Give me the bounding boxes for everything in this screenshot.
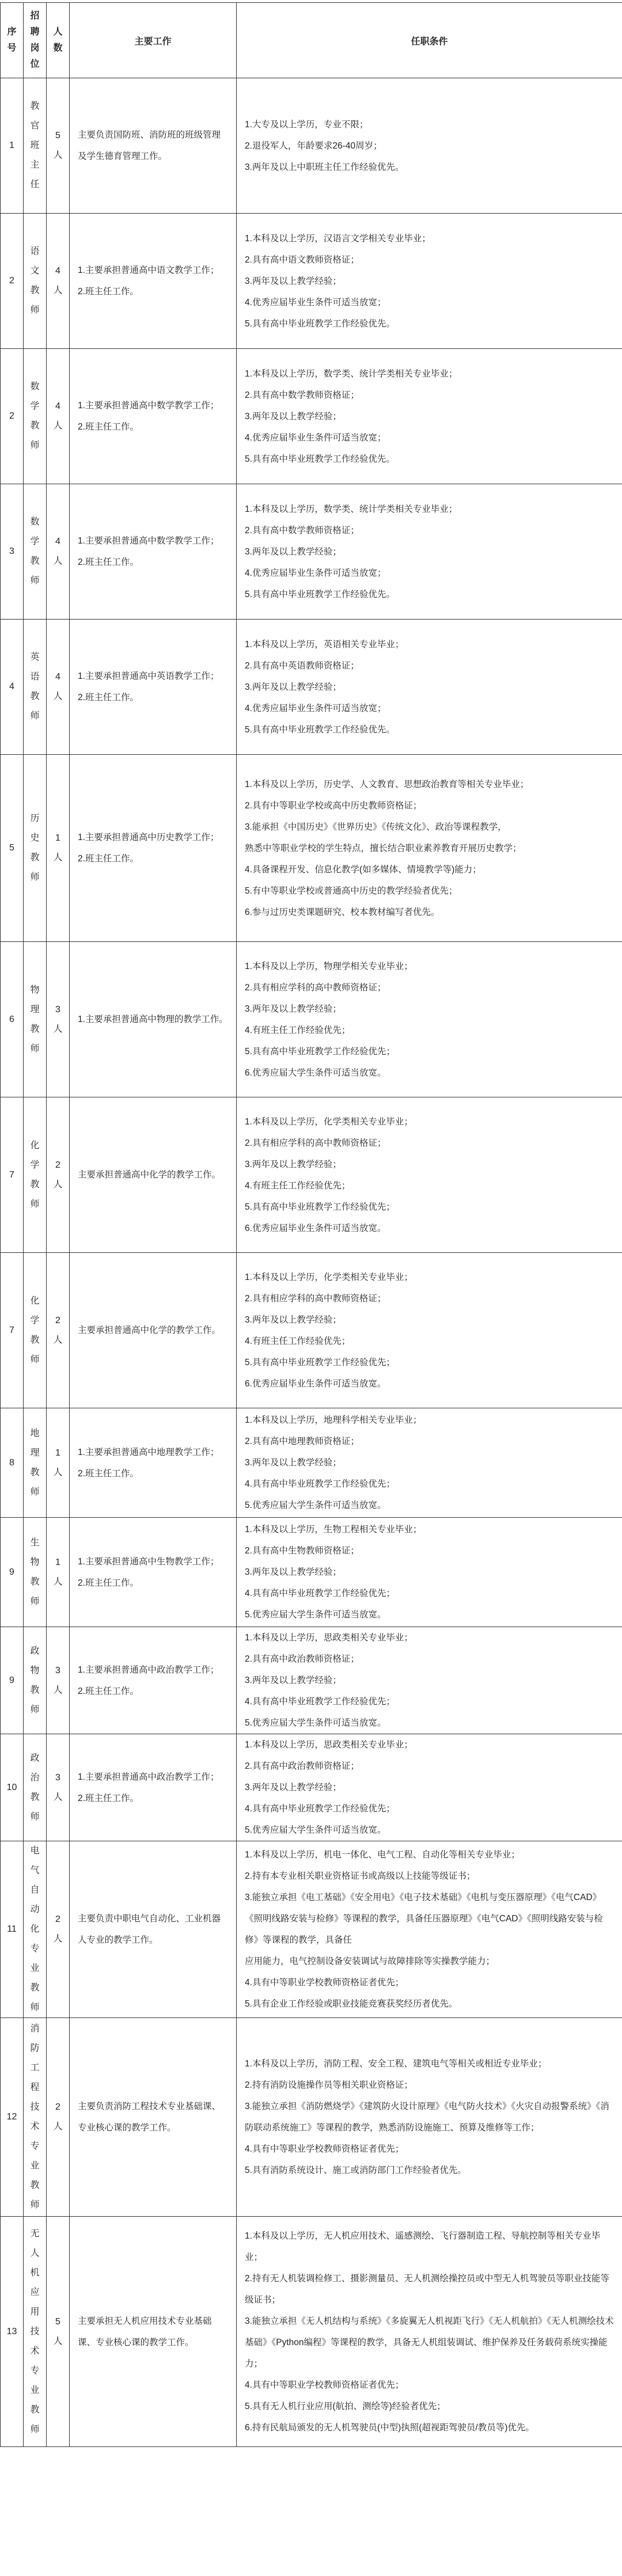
cell-duty — [70, 1627, 237, 1734]
cell-qual-line: 3.两年及以上教学经验； — [245, 411, 342, 421]
cell-seq — [1, 1734, 24, 1841]
cell-num — [47, 1841, 70, 2018]
table-row — [1, 1734, 622, 1841]
cell-qual-line: 1.本科及以上学历，消防工程、安全工程、建筑电气等相关或相近专业毕业； — [245, 2059, 547, 2069]
cell-qual — [237, 1518, 622, 1627]
cell-qual-line: 2.持有消防设施操作员等相关职业资格证； — [245, 2080, 413, 2090]
cell-qual-line: 2.具有高中数学教师资格证； — [245, 525, 359, 535]
cell-qual-line: 2.具有相应学科的高中教师资格证； — [245, 1138, 386, 1148]
cell-duty-line: 2.班主任工作。 — [78, 287, 139, 297]
cell-qual-line: 5.具有高中毕业班教学工作经验优先。 — [245, 589, 395, 599]
cell-qual — [237, 1734, 622, 1841]
cell-qual-line: 5.具有高中毕业班教学工作经验优先； — [245, 1357, 395, 1367]
cell-duty-line: 2.班主任工作。 — [78, 693, 139, 702]
cell-duty-line: 主要负责中职电气自动化、工业机器人专业的教学工作。 — [78, 1914, 221, 1945]
cell-qual-line: 5.具有无人机行业应用(航拍、测绘等)经验者优先； — [245, 2401, 446, 2411]
cell-seq — [1, 1518, 24, 1627]
cell-qual-line: 3.能承担《中国历史》《世界历史》《传统文化》、政治等课程教学， — [245, 822, 507, 832]
cell-qual-line: 5.有中等职业学校或普通高中历史的教学经验者优先； — [245, 886, 458, 896]
cell-qual-line: 5.具有高中毕业班教学工作经验优先； — [245, 1046, 395, 1057]
cell-duty-line: 2.班主任工作。 — [78, 854, 139, 864]
cell-duty — [70, 1734, 237, 1841]
cell-seq — [1, 755, 24, 942]
cell-seq — [1, 214, 24, 349]
cell-num — [47, 214, 70, 349]
cell-qual-line: 2.具有高中数学教师资格证； — [245, 390, 359, 400]
cell-duty — [70, 2018, 237, 2217]
cell-num-text: 3人 — [53, 1665, 63, 1695]
cell-qual — [237, 620, 622, 755]
cell-post-text: 教官班主任 — [30, 101, 40, 189]
cell-duty-line: 1.主要承担普通高中地理教学工作； — [78, 1447, 219, 1457]
cell-post-text: 电气自动化专业教师 — [30, 1846, 40, 2012]
cell-seq — [1, 1253, 24, 1408]
cell-num-text: 4人 — [53, 266, 63, 295]
cell-post-text: 语文教师 — [30, 246, 40, 315]
cell-seq — [1, 2217, 24, 2447]
table-row — [1, 755, 622, 942]
cell-seq — [1, 942, 24, 1097]
cell-seq-text: 5 — [9, 843, 14, 853]
cell-qual-line: 3.两年及以上教学经验； — [245, 1159, 342, 1169]
cell-duty-line: 2.班主任工作。 — [78, 422, 139, 432]
cell-duty-line: 2.班主任工作。 — [78, 1468, 139, 1479]
cell-qual — [237, 2018, 622, 2217]
cell-qual-line: 4.具有高中毕业班教学工作经验优先； — [245, 1804, 395, 1814]
cell-seq-text: 3 — [9, 546, 14, 556]
cell-qual-line: 5.具有高中毕业班教学工作经验优先。 — [245, 454, 395, 464]
cell-qual-line: 1.本科及以上学历，英语相关专业毕业； — [245, 639, 404, 649]
cell-seq-text: 6 — [9, 1014, 14, 1024]
cell-num — [47, 620, 70, 755]
cell-num — [47, 2217, 70, 2447]
cell-qual-line: 应用能力，电气控制设备安装调试与故障排除等实操教学能力； — [245, 1956, 495, 1966]
header-post: 招聘岗位 — [24, 3, 47, 78]
table-row — [1, 1518, 622, 1627]
cell-qual-line: 6.优秀应届大学生条件可适当放宽。 — [245, 1067, 386, 1078]
cell-num — [47, 755, 70, 942]
cell-duty-line: 1.主要承担普通高中英语教学工作； — [78, 671, 219, 681]
cell-seq-text: 11 — [7, 1924, 17, 1934]
cell-qual-line: 4.有班主任工作经验优先； — [245, 1180, 351, 1191]
cell-seq-text: 7 — [9, 1169, 14, 1180]
cell-post-text: 数学教师 — [30, 517, 40, 586]
cell-duty-line: 1.主要承担普通高中数学教学工作； — [78, 536, 219, 546]
cell-qual-line: 3.两年及以上教学经验； — [245, 546, 342, 557]
cell-qual-line: 4.具有中等职业学校教师资格证者优先； — [245, 2144, 404, 2154]
cell-seq — [1, 1408, 24, 1518]
cell-qual-line: 4.优秀应届毕业生条件可适当放宽； — [245, 432, 386, 443]
cell-qual-line: 3.两年及以上教学经验； — [245, 682, 342, 692]
cell-qual-line: 2.具有高中语文教师资格证； — [245, 254, 359, 265]
cell-num-text: 5人 — [53, 131, 63, 160]
cell-num-text: 2人 — [53, 1160, 63, 1190]
cell-qual-line: 2.具有高中地理教师资格证； — [245, 1437, 359, 1446]
cell-post — [24, 349, 47, 484]
cell-duty — [70, 484, 237, 620]
table-row — [1, 1253, 622, 1408]
cell-post-text: 政物教师 — [30, 1646, 40, 1715]
cell-qual-line: 1.本科及以上学历，机电一体化、电气工程、自动化等相关专业毕业； — [245, 1850, 520, 1860]
cell-num-text: 3人 — [53, 1772, 63, 1802]
cell-qual-line: 3.两年及以上教学经验； — [245, 1314, 342, 1325]
cell-qual-line: 4.具有高中毕业班教学工作经验优先； — [245, 1589, 395, 1598]
cell-qual-line: 5.具有企业工作经验或职业技能竞赛获奖经历者优先。 — [245, 1999, 458, 2009]
table-row — [1, 1408, 622, 1518]
cell-num — [47, 349, 70, 484]
cell-qual-line: 4.具有中等职业学校教师资格证者优先； — [245, 2380, 404, 2390]
cell-duty-line: 2.班主任工作。 — [78, 1793, 139, 1803]
cell-qual — [237, 214, 622, 349]
cell-qual-line: 2.具有相应学科的高中教师资格证； — [245, 982, 386, 993]
cell-qual-line: 4.有班主任工作经验优先； — [245, 1025, 351, 1035]
cell-num-text: 2人 — [53, 2102, 63, 2132]
cell-duty — [70, 1518, 237, 1627]
cell-duty — [70, 214, 237, 349]
cell-num — [47, 484, 70, 620]
table-row — [1, 1841, 622, 2018]
cell-duty-line: 1.主要承担普通高中政治教学工作； — [78, 1772, 219, 1782]
cell-duty-line: 1.主要承担普通高中数学教学工作； — [78, 401, 219, 411]
cell-qual-line: 5.具有高中毕业班教学工作经验优先； — [245, 1202, 395, 1212]
cell-num-text: 1人 — [53, 833, 63, 863]
cell-qual — [237, 1097, 622, 1253]
cell-qual-line: 2.持有无人机装调检修工、摄影测量员、无人机测绘操控员或中型无人机驾驶员等职业技能等级证书； — [245, 2273, 609, 2305]
cell-seq — [1, 1841, 24, 2018]
cell-qual-line: 1.本科及以上学历，物理学相关专业毕业； — [245, 961, 413, 971]
cell-duty — [70, 349, 237, 484]
cell-qual-line: 1.本科及以上学历，化学类相关专业毕业； — [245, 1116, 413, 1127]
table-row — [1, 78, 622, 214]
cell-num-text: 2人 — [53, 1315, 63, 1345]
cell-duty-line: 2.班主任工作。 — [78, 557, 139, 567]
cell-qual-line: 3.两年及以上教学经验； — [245, 1004, 342, 1014]
cell-post-text: 生物教师 — [30, 1537, 40, 1606]
header-duty: 主要工作 — [70, 3, 237, 78]
cell-num — [47, 1408, 70, 1518]
cell-seq-text: 4 — [9, 682, 14, 692]
cell-num — [47, 1518, 70, 1627]
cell-qual-line: 5.优秀应届大学生条件可适当放宽。 — [245, 1500, 386, 1510]
table-row — [1, 349, 622, 484]
cell-duty — [70, 1408, 237, 1518]
cell-post — [24, 1518, 47, 1627]
cell-qual — [237, 1627, 622, 1734]
cell-duty-line: 主要负责消防工程技术专业基础课、专业核心课的教学工作。 — [78, 2102, 221, 2133]
table-header-row — [1, 3, 622, 78]
cell-qual-line: 5.具有高中毕业班教学工作经验优先。 — [245, 724, 395, 735]
table-row — [1, 2217, 622, 2447]
cell-post-text: 无人机应用技术专业教师 — [30, 2228, 40, 2434]
cell-qual-line: 4.具备课程开发、信息化教学(如多媒体、情境教学等)能力； — [245, 864, 481, 875]
cell-qual-line: 4.具有中等职业学校教师资格证者优先； — [245, 1978, 404, 1988]
cell-duty — [70, 1841, 237, 2018]
cell-num — [47, 1627, 70, 1734]
cell-duty — [70, 755, 237, 942]
cell-qual-line: 1.本科及以上学历，数学类、统计学类相关专业毕业； — [245, 504, 458, 514]
cell-duty — [70, 1253, 237, 1408]
cell-qual-line: 6.优秀应届毕业生条件可适当放宽。 — [245, 1378, 386, 1389]
cell-seq — [1, 78, 24, 214]
cell-num — [47, 1097, 70, 1253]
table-row — [1, 214, 622, 349]
cell-qual-line: 3.能独立承担《无人机结构与系统》《多旋翼无人机视距飞行》《无人机航拍》《无人机测绘技术基础》《Python编程》等课程的教学，具备无人机组装调试、维护保养及任务载荷系统实操能力； — [245, 2316, 614, 2369]
cell-post — [24, 942, 47, 1097]
cell-post — [24, 2018, 47, 2217]
cell-qual-line: 5.具有高中毕业班教学工作经验优先。 — [245, 318, 395, 329]
cell-post — [24, 755, 47, 942]
table-row — [1, 1097, 622, 1253]
cell-qual-line: 3.两年及以上教学经验； — [245, 1675, 342, 1685]
cell-duty-line: 2.班主任工作。 — [78, 1578, 139, 1588]
cell-qual-line: 1.大专及以上学历，专业不限； — [245, 119, 369, 130]
cell-qual-line: 4.优秀应届毕业生条件可适当放宽； — [245, 297, 386, 307]
cell-qual-line: 4.具有高中毕业班教学工作经验优先； — [245, 1479, 395, 1489]
cell-duty — [70, 1097, 237, 1253]
cell-qual — [237, 1408, 622, 1518]
cell-post-text: 消防工程技术专业教师 — [30, 2024, 40, 2210]
cell-post — [24, 1841, 47, 2018]
cell-seq-text: 9 — [9, 1567, 14, 1577]
cell-qual — [237, 755, 622, 942]
table-row — [1, 2018, 622, 2217]
cell-post — [24, 78, 47, 214]
cell-qual-line: 1.本科及以上学历，汉语言文学相关专业毕业； — [245, 233, 431, 244]
cell-qual-line: 2.具有相应学科的高中教师资格证； — [245, 1293, 386, 1304]
cell-duty-line: 1.主要承担普通高中物理的教学工作。 — [78, 1015, 228, 1024]
cell-post — [24, 1253, 47, 1408]
cell-qual-line: 1.本科及以上学历，思政类相关专业毕业； — [245, 1633, 413, 1643]
cell-post — [24, 1097, 47, 1253]
cell-qual — [237, 1841, 622, 2018]
cell-qual — [237, 2217, 622, 2447]
cell-num-text: 4人 — [53, 537, 63, 566]
cell-post-text: 化学教师 — [30, 1140, 40, 1209]
cell-duty — [70, 942, 237, 1097]
cell-qual-line: 4.优秀应届毕业生条件可适当放宽； — [245, 568, 386, 578]
cell-post-text: 数学教师 — [30, 382, 40, 450]
cell-qual-line: 5.优秀应届大学生条件可适当放宽。 — [245, 1718, 386, 1728]
cell-num-text: 1人 — [53, 1447, 63, 1477]
cell-seq — [1, 2018, 24, 2217]
cell-qual-line: 6.参与过历史类课题研究、校本教材编写者优先。 — [245, 907, 440, 917]
header-num: 人数 — [47, 3, 70, 78]
cell-num — [47, 1253, 70, 1408]
cell-post — [24, 1627, 47, 1734]
cell-seq — [1, 1627, 24, 1734]
cell-qual-line: 2.退役军人，年龄要求26-40周岁； — [245, 140, 382, 151]
cell-seq-text: 13 — [6, 2326, 17, 2336]
cell-qual-line: 1.本科及以上学历，化学类相关专业毕业； — [245, 1272, 413, 1282]
cell-seq-text: 12 — [6, 2112, 17, 2122]
cell-post — [24, 1734, 47, 1841]
cell-post-text: 历史教师 — [30, 814, 40, 882]
cell-num — [47, 942, 70, 1097]
cell-post-text: 政治教师 — [30, 1753, 40, 1822]
cell-post — [24, 2217, 47, 2447]
cell-qual-line: 1.本科及以上学历，思政类相关专业毕业； — [245, 1740, 413, 1750]
cell-qual — [237, 484, 622, 620]
cell-num-text: 3人 — [53, 1004, 63, 1034]
cell-qual-line: 3.两年及以上教学经验； — [245, 276, 342, 286]
cell-qual-line: 3.两年及以上中职班主任工作经验优先。 — [245, 162, 404, 172]
cell-qual-line: 3.两年及以上教学经验； — [245, 1783, 342, 1792]
table-row — [1, 1627, 622, 1734]
cell-duty-line: 1.主要承担普通高中生物教学工作； — [78, 1556, 219, 1567]
cell-seq-text: 7 — [9, 1325, 14, 1335]
cell-num — [47, 1734, 70, 1841]
cell-qual-line: 6.优秀应届毕业生条件可适当放宽。 — [245, 1223, 386, 1233]
cell-seq-text: 8 — [9, 1457, 14, 1468]
cell-qual — [237, 349, 622, 484]
cell-duty-line: 主要负责国防班、消防班的班级管理及学生德育管理工作。 — [78, 130, 221, 161]
cell-post-text: 地理教师 — [30, 1428, 40, 1497]
cell-post — [24, 484, 47, 620]
cell-qual-line: 5.优秀应届大学生条件可适当放宽。 — [245, 1610, 386, 1620]
cell-qual-line: 4.具有高中毕业班教学工作经验优先； — [245, 1697, 395, 1707]
cell-qual — [237, 1253, 622, 1408]
cell-post — [24, 1408, 47, 1518]
cell-duty-line: 主要承担普通高中化学的教学工作。 — [78, 1170, 221, 1180]
cell-qual — [237, 78, 622, 214]
cell-post-text: 化学教师 — [30, 1295, 40, 1365]
recruitment-table — [0, 2, 622, 2447]
cell-duty-line: 主要承担普通高中化学的教学工作。 — [78, 1325, 221, 1335]
cell-qual-line: 2.持有本专业相关职业资格证书或高级以上技能等级证书； — [245, 1871, 476, 1881]
cell-num — [47, 2018, 70, 2217]
cell-seq — [1, 349, 24, 484]
cell-qual-line: 4.有班主任工作经验优先； — [245, 1336, 351, 1346]
cell-duty-line: 1.主要承担普通高中语文教学工作； — [78, 265, 219, 275]
cell-seq-text: 1 — [9, 140, 14, 150]
cell-duty — [70, 2217, 237, 2447]
cell-seq-text: 2 — [9, 411, 14, 421]
cell-duty-line: 1.主要承担普通高中政治教学工作； — [78, 1665, 219, 1675]
table-row — [1, 942, 622, 1097]
cell-qual-line: 5.优秀应届大学生条件可适当放宽。 — [245, 1825, 386, 1835]
cell-qual-line: 2.具有高中政治教师资格证； — [245, 1654, 359, 1664]
cell-qual-line: 5.具有消防系统设计、施工或消防部门工作经验者优先。 — [245, 2165, 466, 2175]
header-qual: 任职条件 — [237, 3, 622, 78]
cell-qual-line: 6.持有民航局颁发的无人机驾驶员(中型)执照(超视距驾驶员/教员等)优先。 — [245, 2422, 534, 2433]
header-seq: 序号 — [1, 3, 24, 78]
cell-qual-line: 1.本科及以上学历，无人机应用技术、遥感测绘、飞行器制造工程、导航控制等相关专业毕业； — [245, 2231, 601, 2262]
cell-num-text: 1人 — [53, 1557, 63, 1587]
cell-qual-line: 1.本科及以上学历，地理科学相关专业毕业； — [245, 1415, 422, 1425]
cell-seq — [1, 1097, 24, 1253]
cell-qual-line: 1.本科及以上学历，数学类、统计学类相关专业毕业； — [245, 368, 458, 379]
cell-post — [24, 214, 47, 349]
cell-qual-line: 2.具有高中生物教师资格证； — [245, 1546, 359, 1556]
cell-duty-line: 2.班主任工作。 — [78, 1686, 139, 1696]
cell-num-text: 4人 — [53, 401, 63, 431]
cell-qual-line: 3.两年及以上教学经验； — [245, 1567, 342, 1577]
cell-num-text: 4人 — [53, 672, 63, 701]
cell-qual-line: 2.具有高中政治教师资格证； — [245, 1761, 359, 1771]
cell-seq-text: 9 — [9, 1675, 14, 1685]
cell-num-text: 2人 — [53, 1914, 63, 1944]
table-row — [1, 620, 622, 755]
cell-duty — [70, 620, 237, 755]
cell-num — [47, 78, 70, 214]
cell-post-text: 英语教师 — [30, 652, 40, 721]
cell-duty-line: 1.主要承担普通高中历史教学工作； — [78, 833, 219, 842]
cell-seq — [1, 484, 24, 620]
table-row — [1, 484, 622, 620]
cell-qual-line: 3.两年及以上教学经验； — [245, 1458, 342, 1468]
cell-qual-line: 1.本科及以上学历，历史学、人文教育、思想政治教育等相关专业毕业； — [245, 779, 529, 789]
cell-seq-text: 10 — [6, 1782, 17, 1792]
cell-qual-line: 4.优秀应届毕业生条件可适当放宽； — [245, 703, 386, 713]
cell-post-text: 物理教师 — [30, 985, 40, 1054]
cell-qual-line: 2.具有中等职业学校或高中历史教师资格证； — [245, 800, 422, 811]
cell-seq — [1, 620, 24, 755]
cell-duty — [70, 78, 237, 214]
cell-qual-line: 1.本科及以上学历，生物工程相关专业毕业； — [245, 1525, 422, 1534]
cell-duty-line: 主要承担无人机应用技术专业基础课、专业核心课的教学工作。 — [78, 2316, 212, 2347]
cell-seq-text: 2 — [9, 276, 14, 286]
cell-qual-line: 2.具有高中英语教师资格证； — [245, 660, 359, 671]
cell-qual-line: 3.能独立承担《电工基础》《安全用电》《电子技术基础》《电机与变压器原理》《电气CAD》《照明线路安装与检修》等课程的教学，具备任压器原理》《电气CAD》《照明线路安装与检修》等课程的教学，具备任 — [245, 1893, 603, 1945]
cell-post — [24, 620, 47, 755]
cell-qual — [237, 942, 622, 1097]
cell-qual-line: 熟悉中等职业学校的学生特点，擅长结合职业素养教育开展历史教学； — [245, 843, 522, 853]
cell-qual-line: 3.能独立承担《消防燃烧学》《建筑防火设计原理》《电气防火技术》《火灾自动报警系统》《消防联动系统施工》等课程的教学，熟悉消防设施施工、预算及维修等工作； — [245, 2102, 609, 2133]
cell-num-text: 5人 — [53, 2316, 63, 2346]
